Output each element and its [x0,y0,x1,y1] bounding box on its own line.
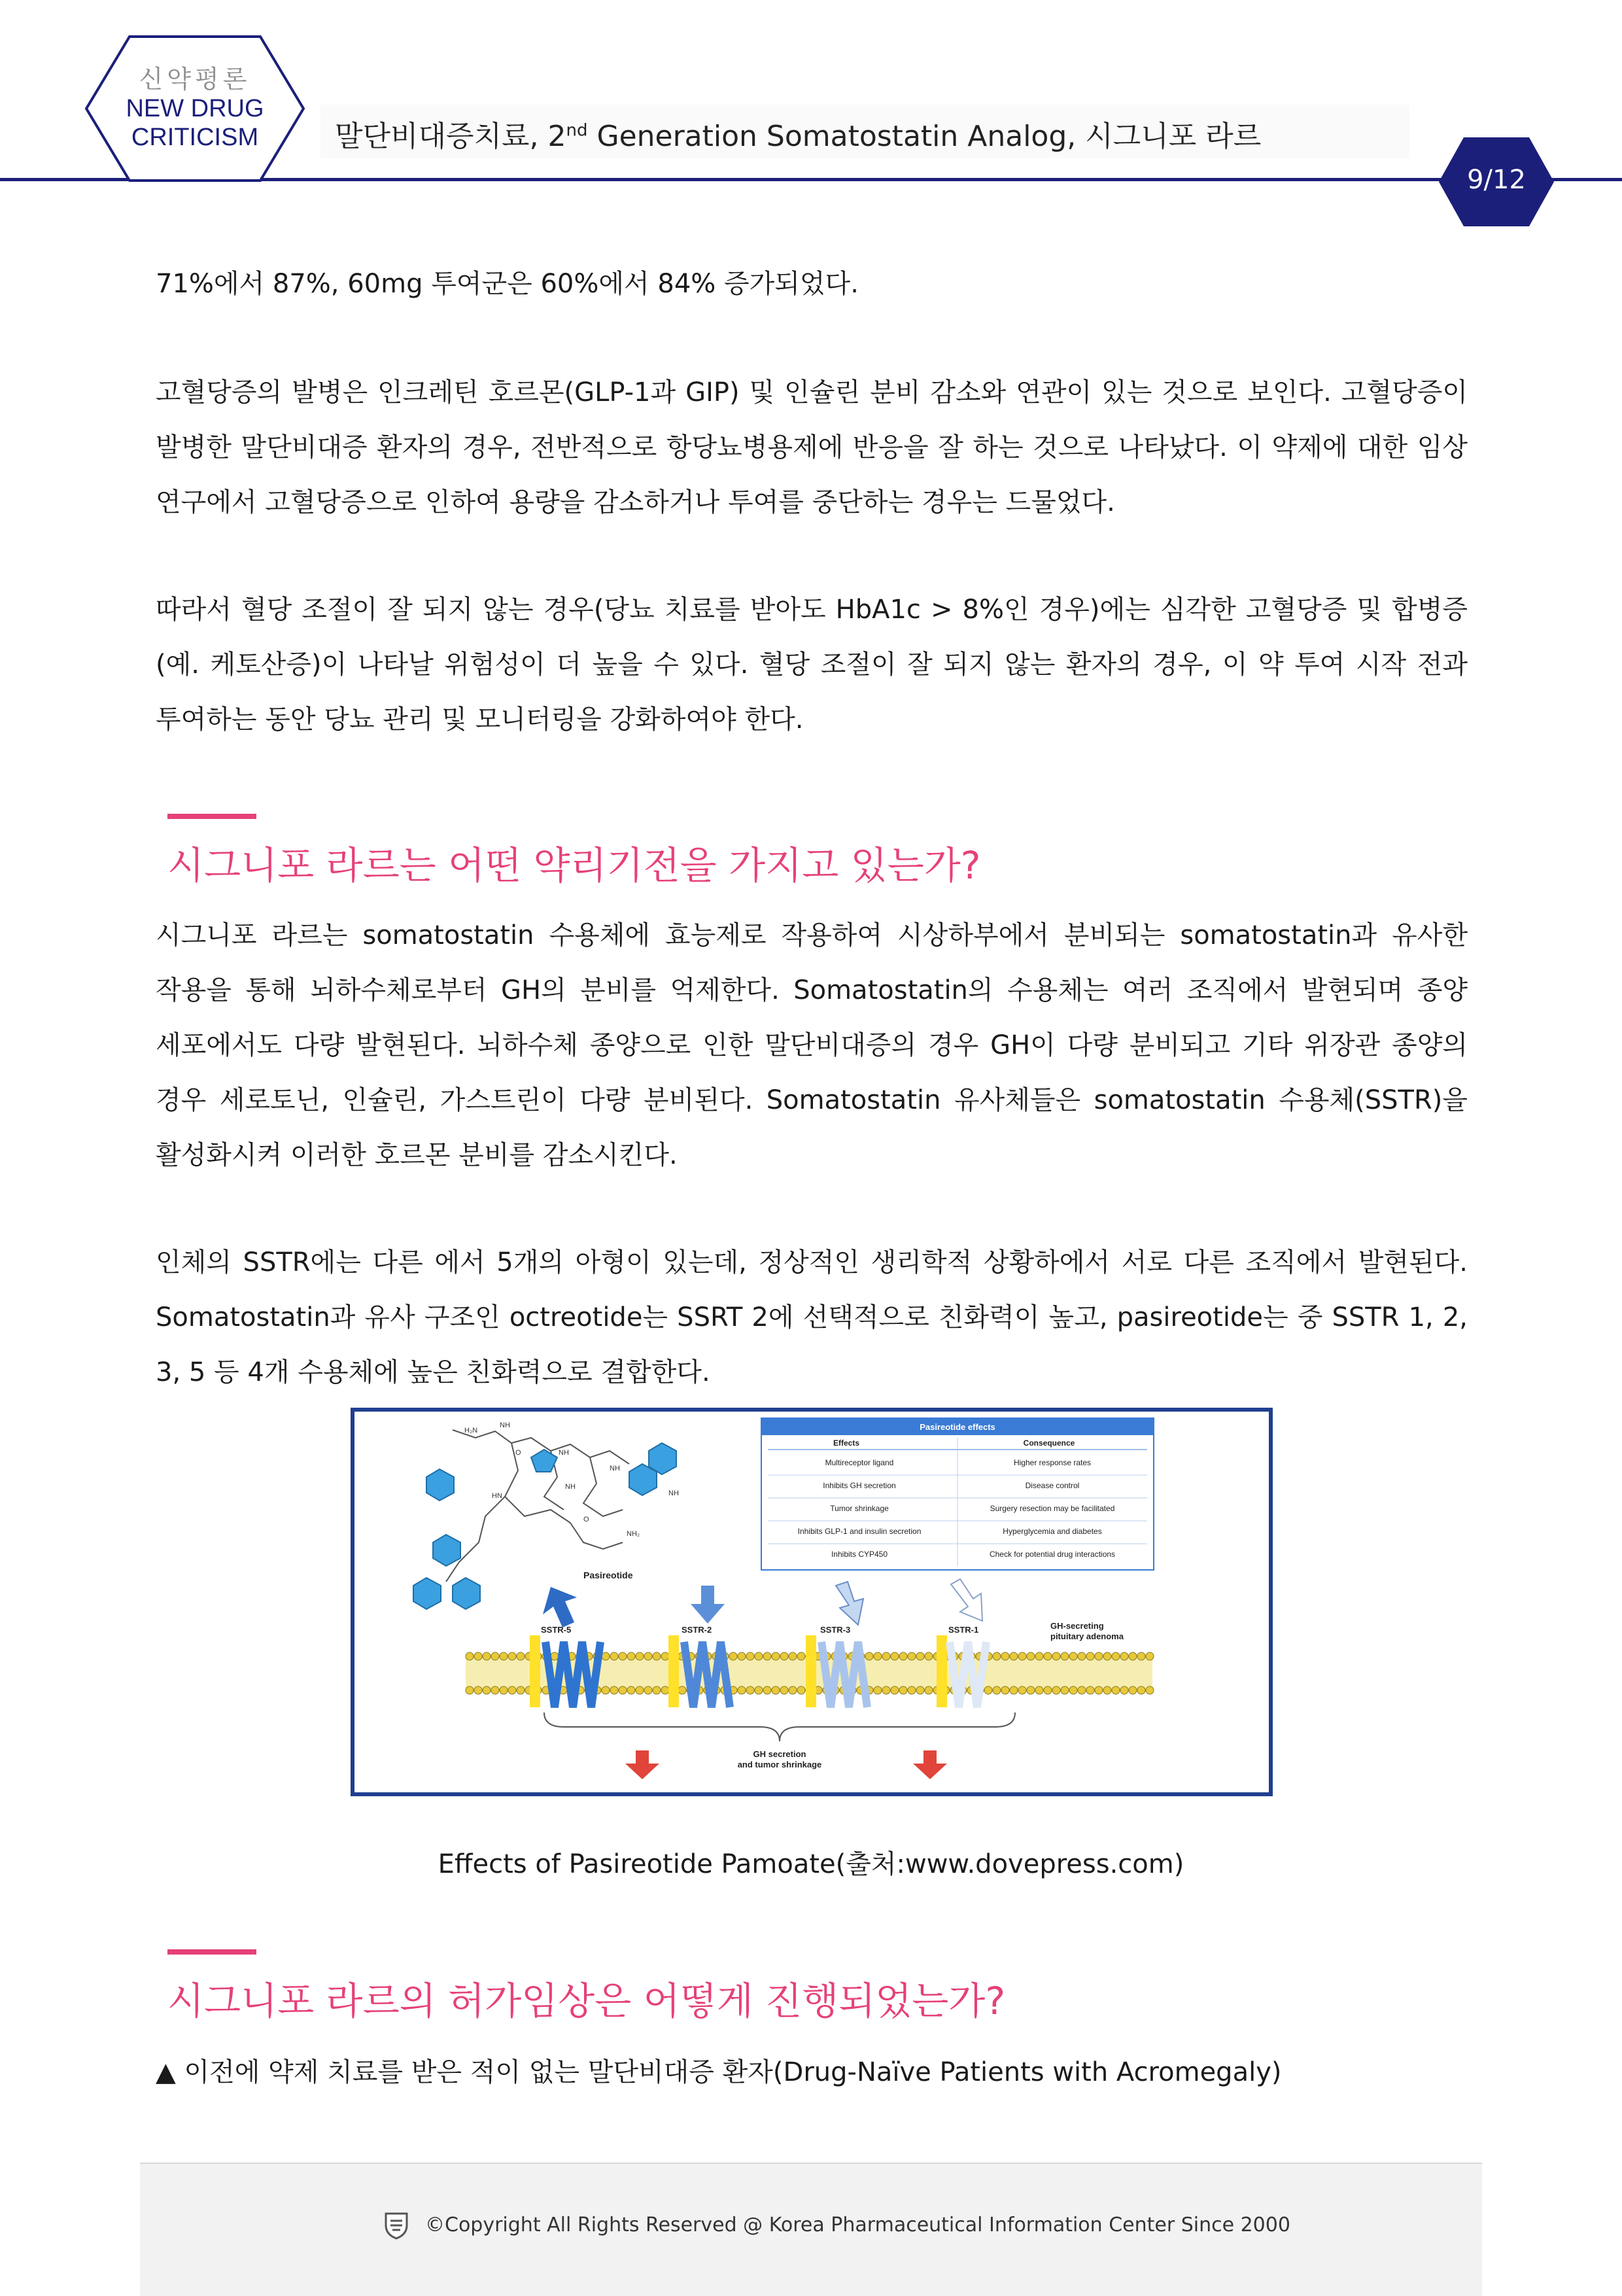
receptor-label: SSTR-3 [820,1625,851,1635]
atom-label: O [583,1516,589,1523]
lipid-head [1146,1652,1154,1660]
logo-korean: 신약평론 [139,65,251,94]
lipid-head [1078,1652,1086,1660]
lipid-head [874,1686,882,1694]
lipid-head [925,1652,933,1660]
lipid-head [865,1652,873,1660]
lipid-head [1035,1686,1043,1694]
consequence-cell: Hyperglycemia and diabetes [1003,1527,1102,1536]
lipid-head [1061,1652,1069,1660]
cell-label-line1: GH-secreting [1050,1621,1104,1631]
lipid-head [508,1686,516,1694]
lipid-head [1103,1686,1111,1694]
page-number: 9/12 [1467,165,1526,195]
lipid-head [891,1686,899,1694]
consequence-cell: Check for potential drug interactions [989,1550,1116,1559]
lipid-head [1129,1686,1137,1694]
lipid-head [500,1652,508,1660]
lipid-head [1129,1652,1137,1660]
molecule-label: Pasireotide [583,1570,633,1580]
atom-label: NH [610,1465,620,1472]
lipid-head [755,1652,763,1660]
lipid-head [1146,1686,1154,1694]
lipid-head [755,1686,763,1694]
lipid-head [1086,1652,1094,1660]
effect-cell: Inhibits GH secretion [823,1481,896,1490]
lipid-head [551,1652,559,1660]
atom-label: H₂N [464,1427,478,1435]
cell-label-line2: pituitary adenoma [1050,1631,1124,1641]
lipid-head [899,1652,907,1660]
consequence-cell: Higher response rates [1013,1458,1092,1467]
lipid-head [627,1652,635,1660]
lipid-head [1061,1686,1069,1694]
lipid-head [1069,1652,1077,1660]
heading-accent-1 [167,814,256,819]
lipid-head [661,1686,669,1694]
bullet-text: 이전에 약제 치료를 받은 적이 없는 말단비대증 환자(Drug-Naïve Patients with Acromegaly) [184,2057,1282,2087]
lipid-head [517,1652,525,1660]
effects-table-title: Pasireotide effects [920,1422,995,1432]
lipid-head [916,1652,924,1660]
lipid-head [1095,1652,1103,1660]
lipid-head [1052,1652,1060,1660]
lipid-head [874,1652,882,1660]
paragraph-1: 71%에서 87%, 60mg 투여군은 60%에서 84% 증가되었다. [156,269,859,299]
lipid-head [738,1686,746,1694]
outcome-line1: GH secretion [753,1749,806,1759]
lipid-head [1112,1652,1120,1660]
lipid-head [602,1686,610,1694]
lipid-head [610,1652,618,1660]
lipid-head [780,1652,788,1660]
figure-caption: Effects of Pasireotide Pamoate(출처:www.dovepress.com) [438,1849,1184,1879]
lipid-head [891,1652,899,1660]
consequence-column-header: Consequence [1023,1438,1075,1448]
lipid-head [1052,1686,1060,1694]
lipid-head [483,1652,491,1660]
lipid-head [602,1652,610,1660]
lipid-head [474,1652,482,1660]
lipid-head [780,1686,788,1694]
atom-label: HN [492,1492,502,1500]
molecule-structure [413,1430,676,1609]
bullet-item [156,2051,1281,2089]
copyright-text: ©Copyright All Rights Reserved @ Korea Pharmaceutical Information Center Since 2000 [425,2214,1290,2236]
shield-icon [383,2211,409,2240]
paragraph-4: 시그니포 라르는 somatostatin 수용체에 효능제로 작용하여 시상하부에서 분비되는 somatostatin과 유사한 작용을 통해 뇌하수체로부터 GH의 분비를 억제한다. Somatostatin의 수용체는 여러 조직에서 발현되며 종양 세포에서도 다량 발현된다. 뇌하수체 종양으로 인한 말단비대증의 경우 GH이 다량 분비되고 기타 위장관 종양의 경우 세로토닌, 인슐린, 가스트린이 다량 분비된다. Somatostatin 유사체들은 somatostatin 수용체(SSTR)을 활성화시켜 이러한 호르몬 분비를 감소시킨다. [156,920,1468,1170]
lipid-head [746,1652,754,1660]
figure-pasireotide-effects [351,1408,1273,1796]
lipid-head [1010,1686,1018,1694]
lipid-head [619,1686,627,1694]
lipid-head [619,1652,627,1660]
lipid-head [1086,1686,1094,1694]
receptor-label: SSTR-5 [541,1625,572,1635]
figure-illustration [354,1412,1269,1792]
effect-cell: Tumor shrinkage [830,1504,889,1513]
lipid-head [653,1652,661,1660]
receptor-sstr2 [668,1625,730,1707]
lipid-head [1018,1652,1026,1660]
atom-label: NH [559,1449,569,1457]
lipid-head [1137,1652,1145,1660]
atom-label: NH [668,1489,679,1497]
lipid-head [1001,1686,1009,1694]
lipid-head [772,1686,780,1694]
lipid-head [1120,1652,1128,1660]
lipid-head [1035,1652,1043,1660]
atom-label: NH₂ [627,1530,640,1538]
atom-label: NH [500,1421,510,1429]
atom-label: NH [565,1483,576,1491]
header-title-pre: 말단비대증치료, 2 [335,120,566,153]
receptor-sstr3 [806,1625,867,1707]
outcome-line2: and tumor shrinkage [737,1760,822,1769]
lipid-head [1044,1686,1052,1694]
lipid-head [984,1686,992,1694]
logo-english-line2: CRITICISM [131,124,259,151]
logo [85,64,305,152]
header-title-post: Generation Somatostatin Analog, 시그니포 라르 [587,120,1262,153]
receptor-label: SSTR-1 [948,1625,979,1635]
lipid-head [797,1686,805,1694]
paragraph-2: 고혈당증의 발병은 인크레틴 호르몬(GLP-1과 GIP) 및 인슐린 분비 감소와 연관이 있는 것으로 보인다. 고혈당증이 발병한 말단비대증 환자의 경우, 전반적으로 항당뇨병용제에 반응을 잘 하는 것으로 나타났다. 이 약제에 대한 임상 연구에서 고혈당증으로 인하여 용량을 감소하거나 투여를 중단하는 경우는 드물었다. [156,377,1468,517]
lipid-head [738,1652,746,1660]
header-title [335,113,1261,154]
lipid-head [1112,1686,1120,1694]
lipid-head [653,1686,661,1694]
paragraph-5: 인체의 SSTR에는 다른 에서 5개의 아형이 있는데, 정상적인 생리학적 상황하에서 서로 다른 조직에서 발현된다. Somatostatin과 유사 구조인 octreotide는 SSRT 2에 선택적으로 친화력이 높고, pasireotide는 중 SSTR 1, 2, 3, 5 등 4개 수용체에 높은 친화력으로 결합한다. [156,1247,1468,1387]
lipid-head [789,1686,797,1694]
effect-cell: Multireceptor ligand [825,1458,894,1467]
lipid-head [1027,1686,1035,1694]
lipid-head [763,1686,771,1694]
lipid-head [797,1652,805,1660]
lipid-head [763,1652,771,1660]
down-arrow-left [625,1750,659,1779]
lipid-head [1120,1686,1128,1694]
lipid-head [925,1686,933,1694]
consequence-cell: Surgery resection may be facilitated [990,1504,1115,1513]
logo-english-line1: NEW DRUG [126,95,264,122]
lipid-head [789,1652,797,1660]
lipid-head [508,1652,516,1660]
lipid-head [899,1686,907,1694]
lipid-head [993,1686,1001,1694]
lipid-head [1001,1652,1009,1660]
lipid-head [1044,1652,1052,1660]
lipid-head [610,1686,618,1694]
effects-table [761,1418,1154,1570]
lipid-head [636,1686,644,1694]
lipid-head [500,1686,508,1694]
lipid-head [1010,1652,1018,1660]
down-arrow-right [913,1750,947,1779]
lipid-head [908,1686,916,1694]
lipid-head [1069,1686,1077,1694]
lipid-head [491,1652,499,1660]
lipid-head [517,1686,525,1694]
atom-label: O [515,1449,521,1457]
paragraph-3: 따라서 혈당 조절이 잘 되지 않는 경우(당뇨 치료를 받아도 HbA1c > 8%인 경우)에는 심각한 고혈당증 및 합병증(예. 케토산증)이 나타날 위험성이 더 높을 수 있다. 혈당 조절이 잘 되지 않는 환자의 경우, 이 약 투여 시작 전과 투여하는 동안 당뇨 관리 및 모니터링을 강화하여야 한다. [156,595,1468,735]
header-title-sup: nd [566,120,588,141]
lipid-head [882,1686,890,1694]
lipid-head [1078,1686,1086,1694]
lipid-head [1095,1686,1103,1694]
section-heading-mechanism: 시그니포 라르는 어떤 약리기전을 가지고 있는가? [167,843,981,888]
lipid-head [908,1652,916,1660]
lipid-head [882,1652,890,1660]
lipid-head [636,1652,644,1660]
lipid-head [1018,1686,1026,1694]
lipid-head [627,1686,635,1694]
section-heading-trials: 시그니포 라르의 허가임상은 어떻게 진행되었는가? [167,1979,1006,2023]
receptor-label: SSTR-2 [682,1625,712,1635]
heading-accent-2 [167,1949,256,1955]
drug-arrows [543,1579,982,1627]
lipid-head [644,1652,652,1660]
lipid-head [474,1686,482,1694]
lipid-head [678,1686,686,1694]
lipid-head [466,1686,474,1694]
effect-cell: Inhibits GLP-1 and insulin secretion [797,1527,922,1536]
lipid-head [746,1686,754,1694]
lipid-head [993,1652,1001,1660]
lipid-head [1103,1652,1111,1660]
lipid-head [772,1652,780,1660]
lipid-head [466,1652,474,1660]
lipid-head [483,1686,491,1694]
lipid-head [1137,1686,1145,1694]
lipid-head [1027,1652,1035,1660]
triangle-bullet-icon: ▲ [156,2057,176,2087]
lipid-head [491,1686,499,1694]
lipid-head [661,1652,669,1660]
lipid-head [916,1686,924,1694]
effects-column-header: Effects [833,1438,860,1448]
consequence-cell: Disease control [1025,1481,1080,1490]
effect-cell: Inhibits CYP450 [831,1550,888,1559]
lipid-head [644,1686,652,1694]
brace [544,1713,1015,1741]
lipid-head [729,1652,737,1660]
